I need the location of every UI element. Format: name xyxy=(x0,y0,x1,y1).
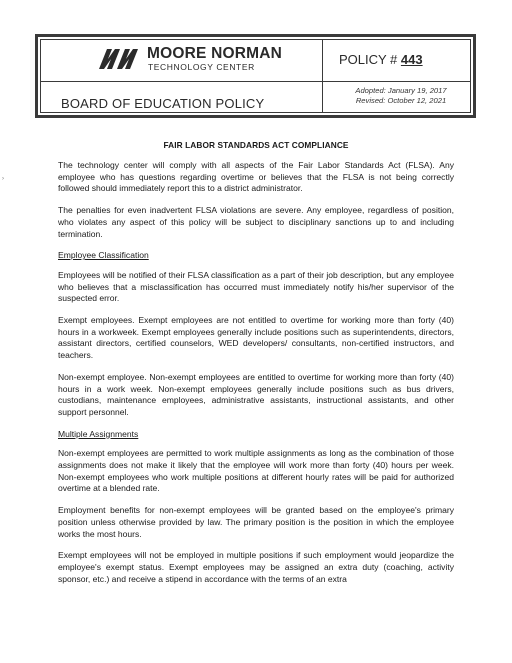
revised-date: Revised: October 12, 2021 xyxy=(355,96,447,105)
adopted-date: Adopted: January 19, 2017 xyxy=(355,86,447,95)
paragraph-notification: Employees will be notified of their FLSA classification as a part of their job description, but any employee who believes that a misclassification has occurred must immediately notify his/her supervisor of the suspected error. xyxy=(58,269,454,304)
margin-mark: › xyxy=(2,176,4,182)
header-inner-frame xyxy=(40,39,471,113)
document-title: FAIR LABOR STANDARDS ACT COMPLIANCE xyxy=(163,140,349,150)
policy-type-title: BOARD OF EDUCATION POLICY xyxy=(61,96,265,111)
section-heading-multiple-assignments: Multiple Assignments xyxy=(58,428,139,439)
document-body xyxy=(58,160,454,595)
section-heading-employee-classification: Employee Classification xyxy=(58,250,149,261)
paragraph-compliance: The technology center will comply with all aspects of the Fair Labor Standards Act (FLSA). Any employee who has questions regarding overtime or believes that the FLSA is not being correctly followed should immediately report this to a district administrator. xyxy=(58,160,454,194)
header-divider-left xyxy=(41,81,322,82)
moore-norman-logo-icon xyxy=(95,48,143,70)
paragraph-benefits: Employment benefits for non-exempt employees will be granted based on the employee's primary position unless otherwise provided by law. The primary position is the position in which the employee works the most hours. xyxy=(58,505,454,539)
policy-number-block xyxy=(339,52,423,67)
paragraph-exempt-multiple: Exempt employees will not be employed in multiple positions if such employment would jeopardize the employee's exempt status. Exempt employees may be assigned an extra duty (coaching, activity sponsor, etc.) and receive a stipend in accordance with the terms of an extra xyxy=(58,550,454,584)
policy-number: 443 xyxy=(400,52,423,67)
header-divider-right xyxy=(322,81,470,82)
policy-header xyxy=(35,34,476,118)
policy-label: POLICY # xyxy=(339,52,401,67)
org-subtitle: TECHNOLOGY CENTER xyxy=(148,62,255,72)
header-divider-vertical xyxy=(322,40,323,112)
paragraph-exempt: Exempt employees. Exempt employees are not entitled to overtime for working more than forty (40) hours in a workweek. Exempt employees generally include positions such as superintendents, directors, assistant directors, certified counselors, WED developers/ consultants, non-certified instructors, and teachers. xyxy=(58,315,454,361)
paragraph-multiple-assignments: Non-exempt employees are permitted to work multiple assignments as long as the combination of those assignments does not make it likely that the employee will work more than forty (40) hours per week. Non-exempt employees who work multiple positions at different hourly rates will be paid for authorized overtime at a blended rate. xyxy=(58,448,454,494)
paragraph-non-exempt: Non-exempt employee. Non-exempt employees are entitled to overtime for working more than forty (40) hours in a work week. Non-exempt employees generally include positions such as bus drivers, custodians, maintenance employees, administrative assistants, instructional assistants, and other support personnel. xyxy=(58,371,454,417)
paragraph-penalties: The penalties for even inadvertent FLSA violations are severe. Any employee, regardless of position, who violates any aspect of this policy will be subject to disciplinary sanctions up to and including termination. xyxy=(58,205,454,239)
org-name: MOORE NORMAN xyxy=(147,45,283,62)
